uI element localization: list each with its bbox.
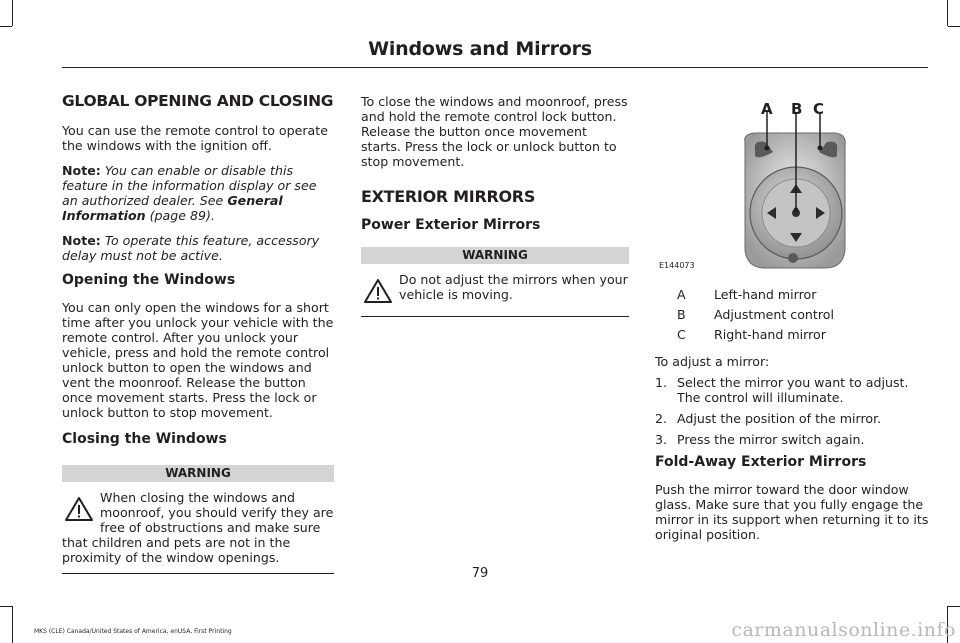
note-label: Note: xyxy=(62,233,101,248)
legend-row xyxy=(655,327,930,342)
crop-mark xyxy=(948,26,960,27)
crop-mark xyxy=(12,606,13,643)
list-item xyxy=(655,375,930,405)
mirror-control-figure xyxy=(655,100,855,275)
legend-value: Adjustment control xyxy=(714,307,834,322)
page-reference: (page 89). xyxy=(149,208,215,223)
legend-row xyxy=(655,307,930,322)
figure-legend xyxy=(655,287,930,342)
crop-mark xyxy=(0,26,12,27)
list-item xyxy=(655,411,930,426)
legend-key: A xyxy=(677,287,686,302)
crop-mark xyxy=(0,606,12,607)
note-text: You can enable or disable this feature in the information display or see an authorized dealer. See xyxy=(62,163,317,208)
body-paragraph: Push the mirror toward the door window glass. Make sure that you fully engage the mirror in its support when returning it to its original position. xyxy=(655,482,929,542)
watermark: carmanualsonline.info xyxy=(731,619,956,641)
crop-mark xyxy=(947,0,948,26)
body-paragraph: To adjust a mirror: xyxy=(655,354,770,369)
warning-divider xyxy=(361,316,629,317)
warning-header: WARNING xyxy=(62,465,334,482)
legend-key: C xyxy=(677,327,686,342)
list-number: 1. xyxy=(655,375,668,390)
list-text: Select the mirror you want to adjust. The control will illuminate. xyxy=(677,375,909,405)
footer-text: MKS (CLE) Canada/United States of America, enUSA, First Printing xyxy=(34,628,232,635)
subheading: Power Exterior Mirrors xyxy=(361,217,541,233)
body-paragraph: To close the windows and moonroof, press and hold the remote control lock button. Release the button once movement starts. Press the lock or unlock button to stop movement. xyxy=(361,94,628,169)
header-divider xyxy=(62,67,928,68)
legend-value: Right-hand mirror xyxy=(714,327,826,342)
intro-paragraph: You can use the remote control to operate the windows with the ignition off. xyxy=(62,123,328,153)
crop-mark xyxy=(12,0,13,26)
figure-callout-b: B xyxy=(791,100,803,118)
warning-box xyxy=(62,490,334,565)
legend-row xyxy=(655,287,930,302)
cross-reference-link[interactable]: General Information xyxy=(62,193,283,223)
column-1 xyxy=(62,94,334,574)
warning-box xyxy=(361,272,629,302)
section-heading: EXTERIOR MIRRORS xyxy=(361,187,536,206)
warning-triangle-icon xyxy=(64,496,94,522)
note-paragraph xyxy=(62,233,334,263)
list-text: Press the mirror switch again. xyxy=(677,432,865,447)
figure-callout-a: A xyxy=(761,100,773,118)
steps-list xyxy=(655,375,930,447)
warning-header: WARNING xyxy=(361,247,629,264)
warning-text: When closing the windows and moonroof, you should verify they are free of obstructions and make sure that children and pets are not in the proximity of the window openings. xyxy=(62,490,334,565)
list-item xyxy=(655,432,930,447)
legend-key: B xyxy=(677,307,686,322)
column-2 xyxy=(361,94,629,317)
subheading: Closing the Windows xyxy=(62,431,227,447)
figure-code: E144073 xyxy=(659,261,695,270)
warning-triangle-icon xyxy=(363,278,393,304)
mirror-switch-illustration xyxy=(655,100,855,275)
figure-callout-c: C xyxy=(813,100,825,118)
subheading: Fold-Away Exterior Mirrors xyxy=(655,454,867,470)
list-number: 2. xyxy=(655,411,668,426)
section-heading: GLOBAL OPENING AND CLOSING xyxy=(62,92,334,110)
crop-mark xyxy=(948,606,960,607)
page-title: Windows and Mirrors xyxy=(368,38,592,60)
warning-text: Do not adjust the mirrors when your vehicle is moving. xyxy=(399,272,628,302)
page-number: 79 xyxy=(471,566,489,581)
note-label: Note: xyxy=(62,163,101,178)
legend-value: Left-hand mirror xyxy=(714,287,817,302)
note-text: To operate this feature, accessory delay must not be active. xyxy=(62,233,320,263)
list-number: 3. xyxy=(655,432,668,447)
note-paragraph xyxy=(62,163,334,223)
subheading: Opening the Windows xyxy=(62,272,236,288)
column-3 xyxy=(655,287,930,552)
list-text: Adjust the position of the mirror. xyxy=(677,411,882,426)
body-paragraph: You can only open the windows for a short time after you unlock your vehicle with the remote control. After you unlock your vehicle, press and hold the remote control unlock button to open the windows and vent the moonroof. Release the button once movement starts. Press the lock or unlock button to stop movement. xyxy=(62,300,334,420)
